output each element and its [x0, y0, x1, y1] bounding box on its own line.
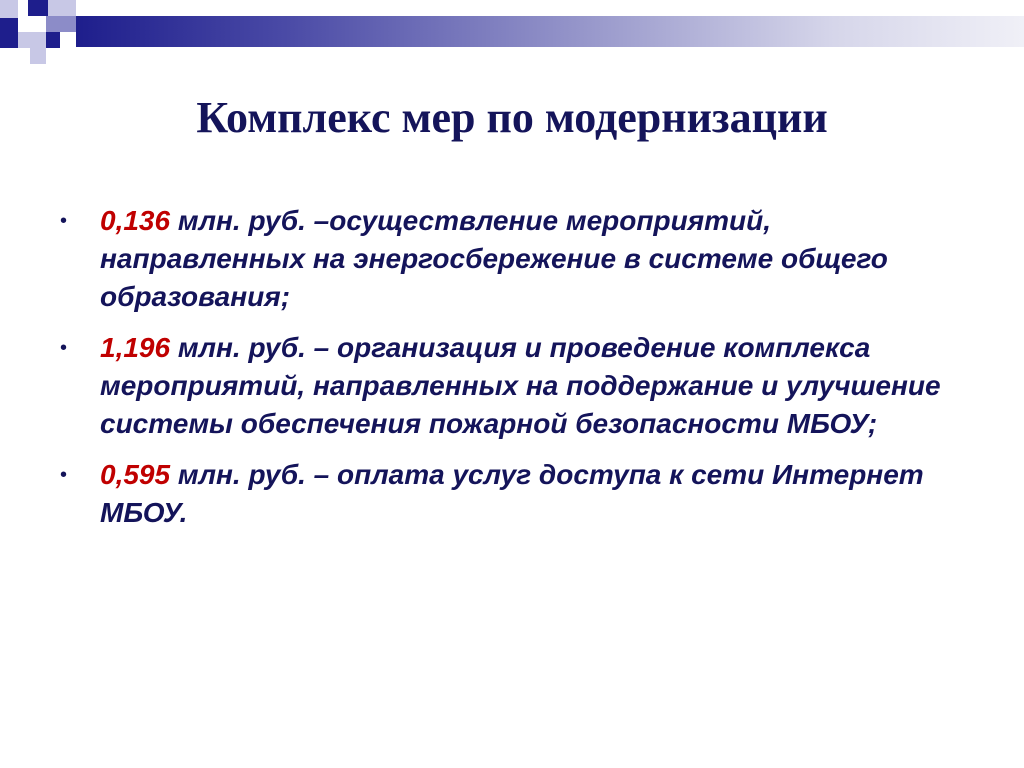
slide-title: Комплекс мер по модернизации	[196, 93, 828, 142]
decor-square	[0, 18, 18, 48]
bullet-amount: 0,595	[100, 459, 171, 490]
bullet-amount: 1,196	[100, 332, 171, 363]
bullet-item	[60, 202, 980, 316]
decor-square	[20, 16, 46, 32]
decor-square	[28, 0, 48, 16]
decor-square	[0, 0, 18, 18]
decor-square	[46, 16, 76, 32]
bullet-item	[60, 456, 980, 532]
bullet-icon: •	[60, 210, 68, 232]
bullet-text: млн. руб. – организация и проведение комплекса мероприятий, направленных на поддержание и улучшение системы обеспечения пожарной безопасности МБОУ;	[100, 332, 941, 439]
bullet-icon: •	[60, 337, 68, 359]
bullet-list	[60, 202, 980, 545]
bullet-text: млн. руб. – оплата услуг доступа к сети Интернет МБОУ.	[100, 459, 924, 528]
decor-square	[46, 32, 60, 48]
decor-square	[48, 0, 76, 16]
decor-square	[18, 32, 46, 48]
bullet-item	[60, 329, 980, 443]
bullet-amount: 0,136	[100, 205, 171, 236]
bullet-text: млн. руб. –осуществление мероприятий, направленных на энергосбережение в системе общего образования;	[100, 205, 888, 312]
header-decoration-bar	[76, 16, 1024, 47]
bullet-icon: •	[60, 464, 68, 486]
decor-square	[30, 48, 46, 64]
